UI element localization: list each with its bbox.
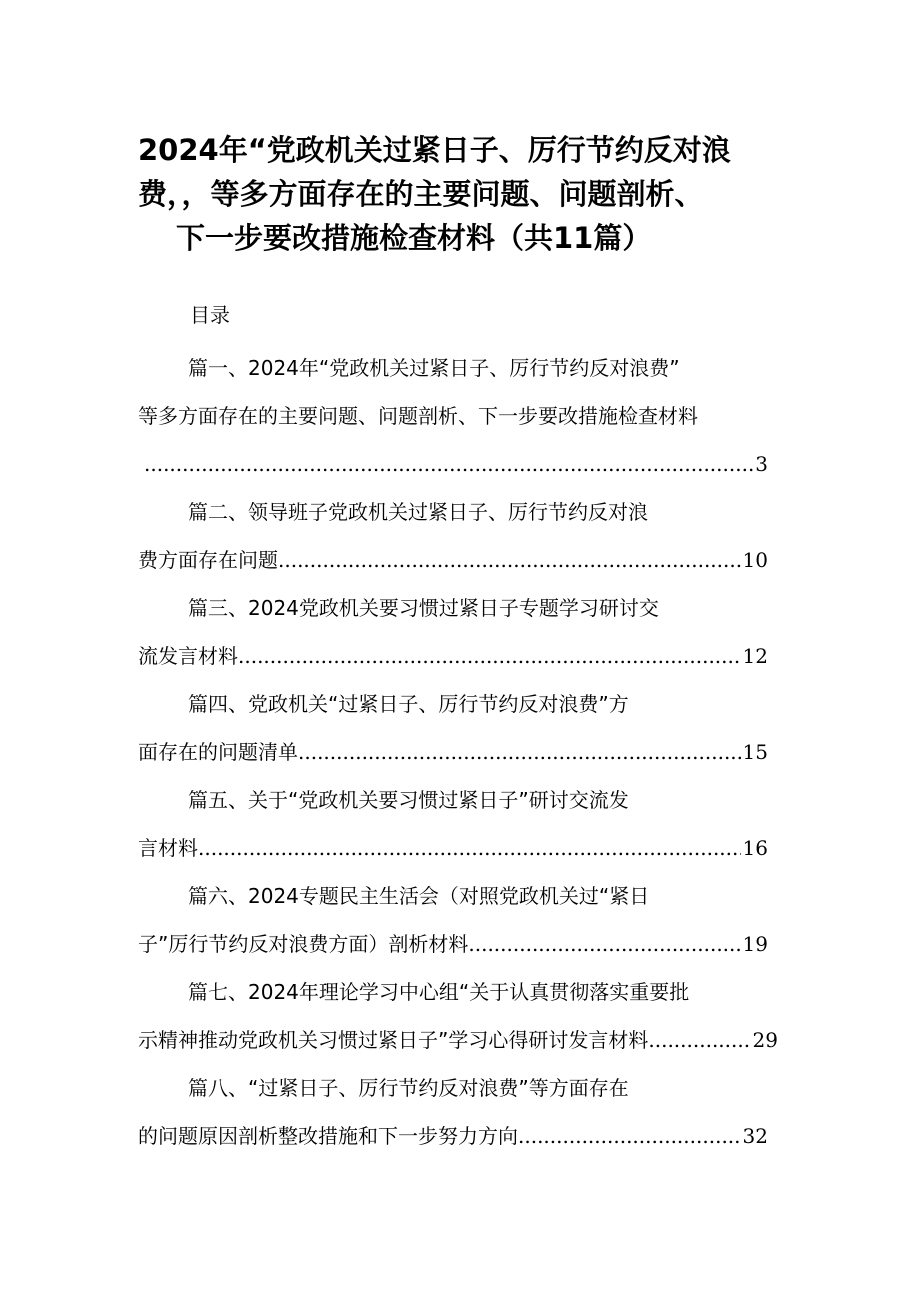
toc-entry-leader-line: [138, 1016, 778, 1064]
toc-entry-leader-line: [138, 824, 768, 872]
toc-page-number: 3: [755, 452, 768, 476]
toc-entry-leader-line: [138, 632, 768, 680]
dot-leader: [238, 632, 741, 680]
dot-leader: [278, 536, 741, 584]
toc-entry-2[interactable]: [138, 488, 778, 584]
toc-entry-title: 篇七、2024年理论学习中心组“关于认真贯彻落实重要批: [188, 980, 690, 1004]
toc-entry-title-cont: 言材料: [138, 836, 198, 860]
toc-entry-title: 篇四、党政机关“过紧日子、厉行节约反对浪费”方: [188, 692, 629, 716]
dot-leader: [468, 920, 740, 968]
dot-leader: [648, 1016, 750, 1064]
toc-page-number: 29: [752, 1028, 778, 1052]
toc-entry-1[interactable]: [138, 344, 778, 488]
toc-entry-title-cont: 的问题原因剖析整改措施和下一步努力方向: [138, 1124, 518, 1148]
toc-entry-title: 篇三、2024党政机关要习惯过紧日子专题学习研讨交: [188, 596, 659, 620]
toc-entry-title-cont: 费方面存在问题: [138, 548, 278, 572]
dot-leader: [298, 728, 741, 776]
toc-entry-leader-line: [138, 536, 768, 584]
toc-page-number: 15: [742, 740, 768, 764]
toc-page-number: 10: [742, 548, 768, 572]
toc-entry-title-cont: 流发言材料: [138, 644, 238, 668]
toc-page-number: 12: [742, 644, 768, 668]
toc-entry-title-cont: 等多方面存在的主要问题、问题剖析、下一步要改措施检查材料: [138, 404, 698, 428]
toc-entry-title: 篇一、2024年“党政机关过紧日子、厉行节约反对浪费”: [188, 356, 680, 380]
toc-entry-8[interactable]: [138, 1064, 778, 1160]
title-line-1: 2024年“党政机关过紧日子、厉行节约反对浪: [138, 133, 731, 167]
toc-entry-6[interactable]: [138, 872, 778, 968]
toc-entry-leader-line: [138, 1112, 768, 1160]
toc-heading: 目录: [190, 303, 230, 327]
table-of-contents: [138, 344, 778, 1160]
toc-entry-title-cont: 面存在的问题清单: [138, 740, 298, 764]
toc-page-number: 19: [742, 932, 768, 956]
toc-entry-leader-line: [138, 920, 768, 968]
toc-entry-5[interactable]: [138, 776, 778, 872]
toc-page-number: 32: [742, 1124, 768, 1148]
toc-entry-title: 篇六、2024专题民主生活会（对照党政机关过“紧日: [188, 884, 650, 908]
title-line-2: 费，，等多方面存在的主要问题、问题剖析、: [138, 177, 704, 211]
dot-leader: [198, 824, 741, 872]
dot-leader: [518, 1112, 741, 1160]
toc-entry-leader-line: [138, 440, 768, 488]
dot-leader: [144, 440, 753, 488]
toc-entry-7[interactable]: [138, 968, 778, 1064]
toc-entry-4[interactable]: [138, 680, 778, 776]
toc-entry-title-cont: 示精神推动党政机关习惯过紧日子”学习心得研讨发言材料: [138, 1028, 649, 1052]
toc-entry-3[interactable]: [138, 584, 778, 680]
title-line-3: 下一步要改措施检查材料（共11篇）: [176, 221, 652, 255]
toc-entry-title-cont: 子”厉行节约反对浪费方面）剖析材料: [138, 932, 469, 956]
toc-entry-leader-line: [138, 728, 768, 776]
toc-entry-title: 篇二、领导班子党政机关过紧日子、厉行节约反对浪: [188, 500, 648, 524]
toc-entry-title: 篇八、“过紧日子、厉行节约反对浪费”等方面存在: [188, 1076, 629, 1100]
document-title: [138, 128, 818, 260]
toc-entry-title: 篇五、关于“党政机关要习惯过紧日子”研讨交流发: [188, 788, 629, 812]
toc-page-number: 16: [742, 836, 768, 860]
